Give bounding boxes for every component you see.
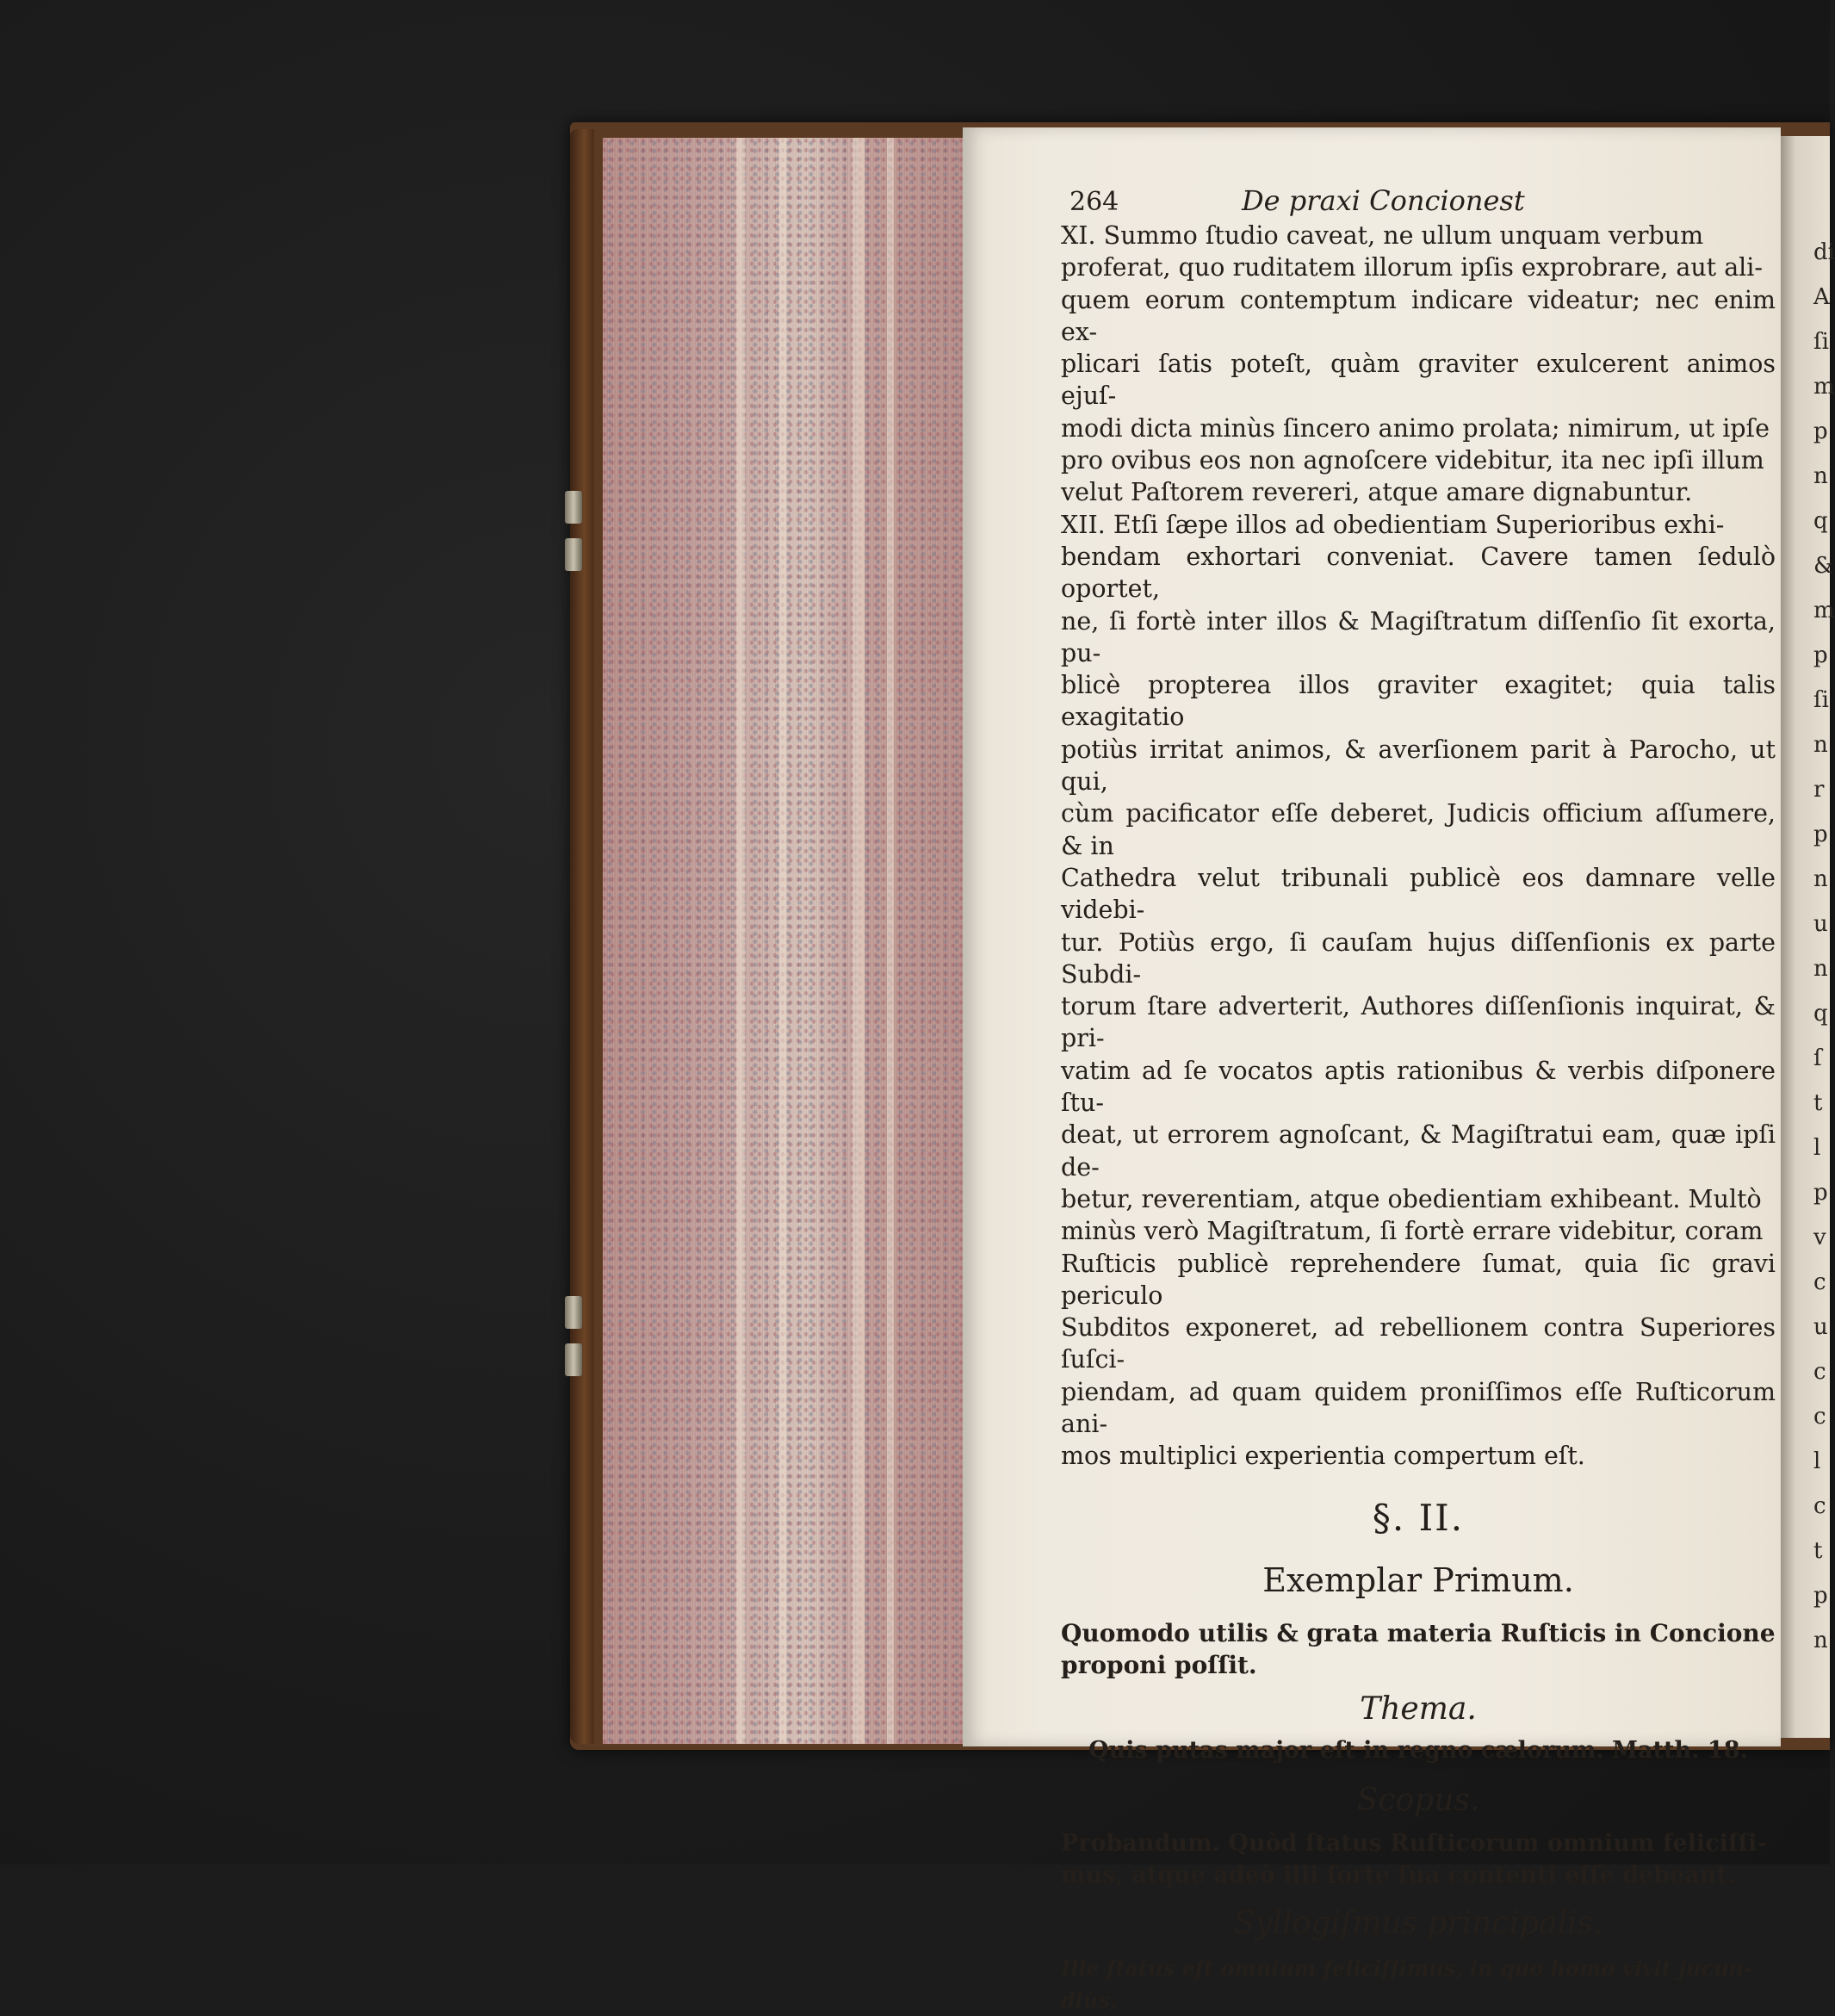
page-fore-edge <box>603 138 973 1744</box>
next-page-fragment: m <box>1813 374 1835 400</box>
fore-edge-stripe <box>852 138 865 1744</box>
next-page-fragment: A <box>1813 284 1830 310</box>
next-page-fragment: c <box>1813 1269 1826 1295</box>
next-page-fragment: t <box>1813 1090 1823 1116</box>
fore-edge-stripe <box>779 138 786 1744</box>
thema-quote: Quis putas major eſt in regno cælorum. Matth. 18. <box>1088 1737 1748 1765</box>
section-title: Exemplar Primum. <box>1262 1560 1574 1599</box>
page-number: 264 <box>1069 187 1119 217</box>
fore-edge-stripe <box>736 138 745 1744</box>
next-page-fragment: l <box>1813 1448 1821 1474</box>
running-head: De praxi Concionest <box>1242 184 1525 217</box>
probandum-text: Probandum. Quòd ſtatus Ruſticorum omnium feliciſſi- mus, atque adeò illi ſorte ſua contenti eſſe debeant. <box>1061 1830 1767 1889</box>
next-page-fragment: n <box>1813 463 1828 489</box>
syllogism-heading: Syllogiſmus principalis. <box>1233 1905 1603 1941</box>
next-page-fragment: m <box>1813 598 1835 623</box>
next-page-fragment: ſ <box>1813 1045 1822 1071</box>
fore-edge-stripe <box>887 138 894 1744</box>
next-page-fragment: p <box>1813 419 1828 444</box>
section-question: Quomodo utilis & grata materia Ruſticis in Concione proponi poſſit. <box>1061 1618 1776 1679</box>
paragraph-xi: XI. Summo ſtudio caveat, ne ullum unquam verbum proferat, quo ruditatem illorum ipſis exprobrare, aut ali- quem eorum contemptum indicare videatur; nec enim ex- plicari ſatis poteſt, quàm graviter exulcerent animos ejuſ- modi dicta minùs ſincero animo prolata; nimirum, ut ipſe pro ovibus eos non agnoſcere videbitur, ita nec ipſi illum velut Paſtorem revereri, atque amare dignabuntur. <box>1061 221 1776 507</box>
next-page-fragment: n <box>1813 732 1828 758</box>
next-page-fragment: q <box>1813 1001 1828 1027</box>
next-page-fragment: n <box>1813 866 1828 892</box>
next-page-fragment: c <box>1813 1404 1826 1430</box>
clasp-bottom <box>565 1296 582 1329</box>
page-text <box>1061 185 1776 2016</box>
next-page-fragment: ſi <box>1813 329 1829 355</box>
next-page-fragment: c <box>1813 1359 1826 1385</box>
next-page-fragment: di <box>1813 239 1835 265</box>
section-mark: §. II. <box>1372 1496 1465 1539</box>
scopus-heading: Scopus. <box>1356 1783 1480 1819</box>
next-page-fragment: l <box>1813 1135 1821 1161</box>
next-page-fragment: p <box>1813 1583 1828 1609</box>
next-page-fragment: t <box>1813 1538 1823 1564</box>
next-page-fragment: n <box>1813 956 1828 982</box>
next-page-fragment: r <box>1813 777 1825 803</box>
clasp-bottom-lower <box>565 1343 582 1376</box>
next-page-fragment: v <box>1813 1225 1826 1250</box>
next-page-fragment: p <box>1813 642 1828 668</box>
next-page-edge <box>1781 136 1835 1738</box>
next-page-fragment: u <box>1813 1314 1828 1340</box>
clasp-top <box>565 491 582 524</box>
page-header <box>1061 185 1776 220</box>
next-page-fragment: q <box>1813 508 1828 534</box>
next-page-fragment: p <box>1813 1180 1828 1206</box>
next-page-fragment: ſi <box>1813 687 1829 713</box>
book-spine-edge <box>570 129 594 1744</box>
next-page-fragment: u <box>1813 911 1828 937</box>
thema-heading: Thema. <box>1360 1691 1477 1728</box>
next-page-fragment: p <box>1813 822 1828 847</box>
syllogism-text: Ille ſtatus eſt omnium feliciſſimus, in quo homo vivit jucun- diùs, <box>1061 1955 1752 2013</box>
next-page-fragment: n <box>1813 1628 1828 1653</box>
paragraph-xii: XII. Etſi ſæpe illos ad obedientiam Superioribus exhi- bendam exhortari conveniat. Cavere tamen ſedulò oportet, ne, ſi fortè inter illos & Magiſtratum diſſenſio ſit exorta, pu- blicè propterea illos graviter exagitet; quia talis exagitatio potiùs irritat animos, & averſionem parit à Parocho, ut qui, cùm pacificator eſſe deberet, Judicis officium aſſumere, & in Cathedra velut tribunali publicè eos damnare velle videbi- tur. Potiùs ergo, ſi cauſam hujus diſſenſionis ex parte Subdi- torum ſtare adverterit, Authores diſſenſionis inquirat, & pri- vatim ad ſe vocatos aptis rationibus & verbis diſponere ſtu- deat, ut errorem agnoſcant, & Magiſtratui eam, quæ ipſi de- betur, reverentiam, atque obedientiam exhibeant. Multò minùs verò Magiſtratum, ſi fortè errare videbitur, coram Ruſticis publicè reprehendere ſumat, quia ſic gravi periculo Subditos exponeret, ad rebellionem contra Superiores ſuſci- piendam, ad quam quidem proniſſimos eſſe Ruſticorum ani- mos multiplici experientia compertum eſt. <box>1061 510 1776 1471</box>
next-page-fragment: & <box>1813 553 1834 579</box>
next-page-fragment: c <box>1813 1493 1826 1519</box>
clasp-top-lower <box>565 538 582 571</box>
